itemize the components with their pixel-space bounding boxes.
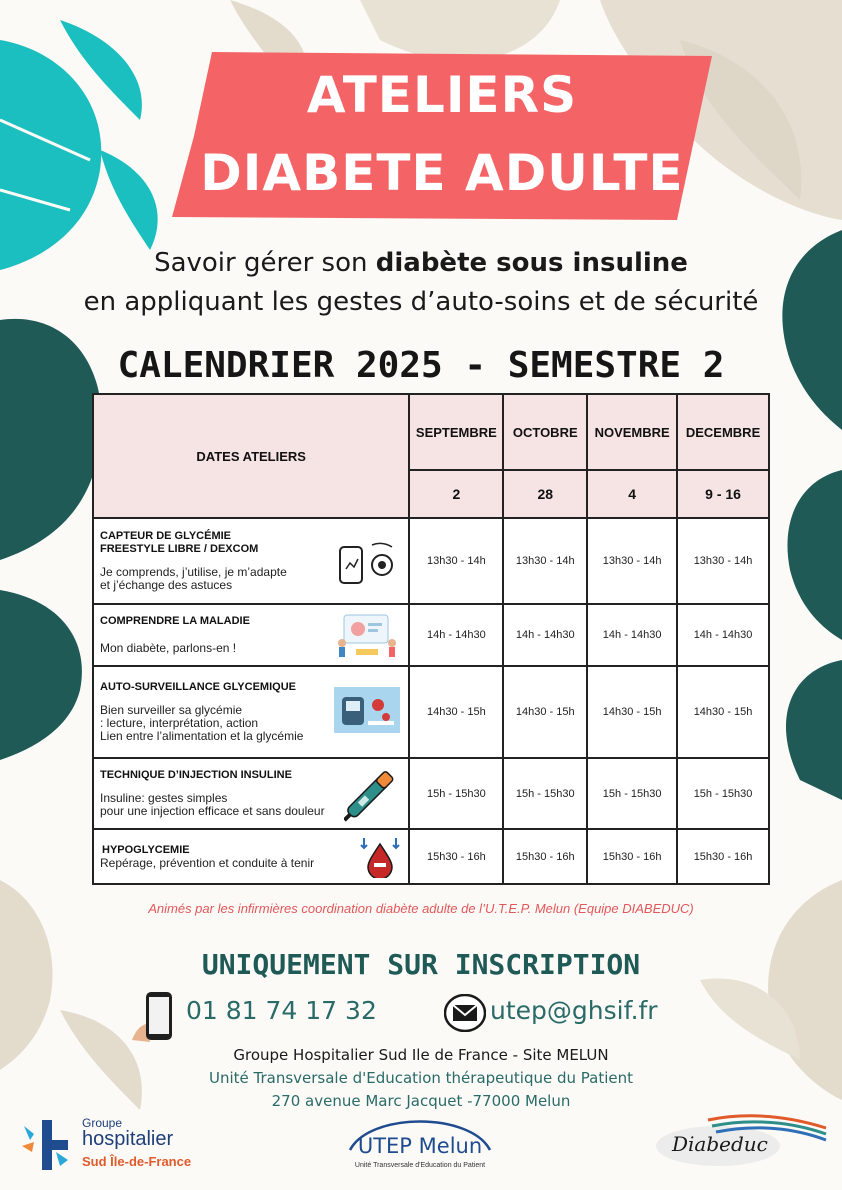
workshop-title: HYPOGLYCEMIE: [102, 843, 190, 856]
workshop-title: AUTO-SURVEILLANCE GLYCEMIQUE: [100, 681, 296, 693]
workshop-cell: [93, 604, 409, 666]
table-row: [93, 666, 769, 758]
workshop-cell: [93, 666, 409, 758]
day-header: 2: [409, 470, 503, 518]
day-header: 4: [587, 470, 677, 518]
footnote: Animés par les infirmières coordination diabète adulte de l’U.T.E.P. Melun (Equipe DIABEDUC): [148, 901, 694, 916]
time-cell: 15h30 - 16h: [409, 829, 503, 884]
subtitle-line2: en appliquant les gestes d’auto-soins et de sécurité: [83, 287, 759, 317]
time-cell: 15h - 15h30: [587, 758, 677, 829]
month-header: SEPTEMBRE: [409, 394, 503, 470]
table-row: [93, 758, 769, 829]
workshop-title: TECHNIQUE D’INJECTION INSULINE: [100, 769, 292, 781]
utep-logo-title: UTEP Melun: [357, 1134, 483, 1158]
ghsif-logo-line1: Groupe: [82, 1116, 123, 1130]
mail-icon: [444, 994, 486, 1036]
insulin-pen-icon: [344, 765, 400, 828]
workshop-description: Repérage, prévention et conduite à tenir: [100, 855, 315, 870]
time-cell: 13h30 - 14h: [587, 518, 677, 604]
blood-drop-icon: [360, 836, 400, 883]
day-header: 28: [503, 470, 587, 518]
month-header: OCTOBRE: [503, 394, 587, 470]
workshop-description: Je comprends, j’utilise, je m’adapte et j’échange des astuces: [100, 565, 287, 592]
time-cell: 15h30 - 16h: [677, 829, 769, 884]
time-cell: 14h - 14h30: [677, 604, 769, 666]
subtitle-bold-text: diabète sous insuline: [375, 248, 688, 278]
presentation-icon: [334, 613, 400, 664]
address-line1: Groupe Hospitalier Sud Ile de France - Site MELUN: [233, 1046, 609, 1064]
ghsif-logo: [20, 1116, 210, 1176]
ghsif-logo-line3: Sud Île-de-France: [82, 1154, 192, 1169]
email-address[interactable]: utep@ghsif.fr: [490, 996, 658, 1025]
time-cell: 14h - 14h30: [587, 604, 677, 666]
phone-number[interactable]: 01 81 74 17 32: [186, 996, 377, 1025]
time-cell: 14h - 14h30: [409, 604, 503, 666]
day-header: 9 - 16: [677, 470, 769, 518]
time-cell: 15h - 15h30: [409, 758, 503, 829]
time-cell: 15h30 - 16h: [503, 829, 587, 884]
signup-heading: UNIQUEMENT SUR INSCRIPTION: [201, 948, 641, 981]
address-line3: 270 avenue Marc Jacquet -77000 Melun: [271, 1092, 571, 1110]
workshop-cell: [93, 758, 409, 829]
workshop-title: CAPTEUR DE GLYCÉMIE FREESTYLE LIBRE / DEXCOM: [100, 530, 259, 555]
title-banner: [172, 52, 712, 220]
workshop-description: Insuline: gestes simples pour une injection efficace et sans douleur: [100, 791, 325, 818]
month-header: NOVEMBRE: [587, 394, 677, 470]
month-header: DECEMBRE: [677, 394, 769, 470]
calendar-title: CALENDRIER 2025 - SEMESTRE 2: [117, 345, 725, 386]
diabeduc-logo-title: Diabeduc: [672, 1132, 768, 1156]
banner-title-line2: DIABETE ADULTE: [200, 144, 684, 202]
workshop-description: Bien surveiller sa glycémie : lecture, interprétation, action Lien entre l’alimentation et la glycémie: [100, 703, 304, 743]
glucose-meter-photo-icon: [334, 687, 400, 738]
time-cell: 13h30 - 14h: [677, 518, 769, 604]
time-cell: 14h30 - 15h: [409, 666, 503, 758]
utep-logo-subtitle: Unité Transversale d'Education du Patient: [354, 1162, 486, 1169]
phone-icon: [130, 990, 176, 1050]
ghsif-logo-line2: hospitalier: [82, 1128, 174, 1150]
workshop-description: Mon diabète, parlons-en !: [100, 641, 237, 655]
table-row: [93, 604, 769, 666]
dates-header: DATES ATELIERS: [93, 394, 409, 518]
time-cell: 14h30 - 15h: [677, 666, 769, 758]
subtitle-regular-text: Savoir gérer son: [154, 248, 376, 278]
diabeduc-logo: [648, 1110, 828, 1170]
schedule-table: [92, 393, 770, 885]
utep-logo: [340, 1112, 500, 1182]
time-cell: 13h30 - 14h: [503, 518, 587, 604]
time-cell: 15h - 15h30: [503, 758, 587, 829]
glucose-sensor-icon: [334, 539, 400, 592]
time-cell: 13h30 - 14h: [409, 518, 503, 604]
address-line2: Unité Transversale d'Education thérapeutique du Patient: [208, 1069, 634, 1087]
time-cell: 14h30 - 15h: [503, 666, 587, 758]
subtitle-line1: [0, 248, 842, 278]
time-cell: 14h30 - 15h: [587, 666, 677, 758]
time-cell: 15h30 - 16h: [587, 829, 677, 884]
table-row: [93, 518, 769, 604]
table-row: [93, 829, 769, 884]
time-cell: 15h - 15h30: [677, 758, 769, 829]
workshop-cell: [93, 518, 409, 604]
workshop-cell: [93, 829, 409, 884]
time-cell: 14h - 14h30: [503, 604, 587, 666]
workshop-title: COMPRENDRE LA MALADIE: [100, 615, 250, 627]
banner-title-line1: ATELIERS: [306, 66, 578, 124]
